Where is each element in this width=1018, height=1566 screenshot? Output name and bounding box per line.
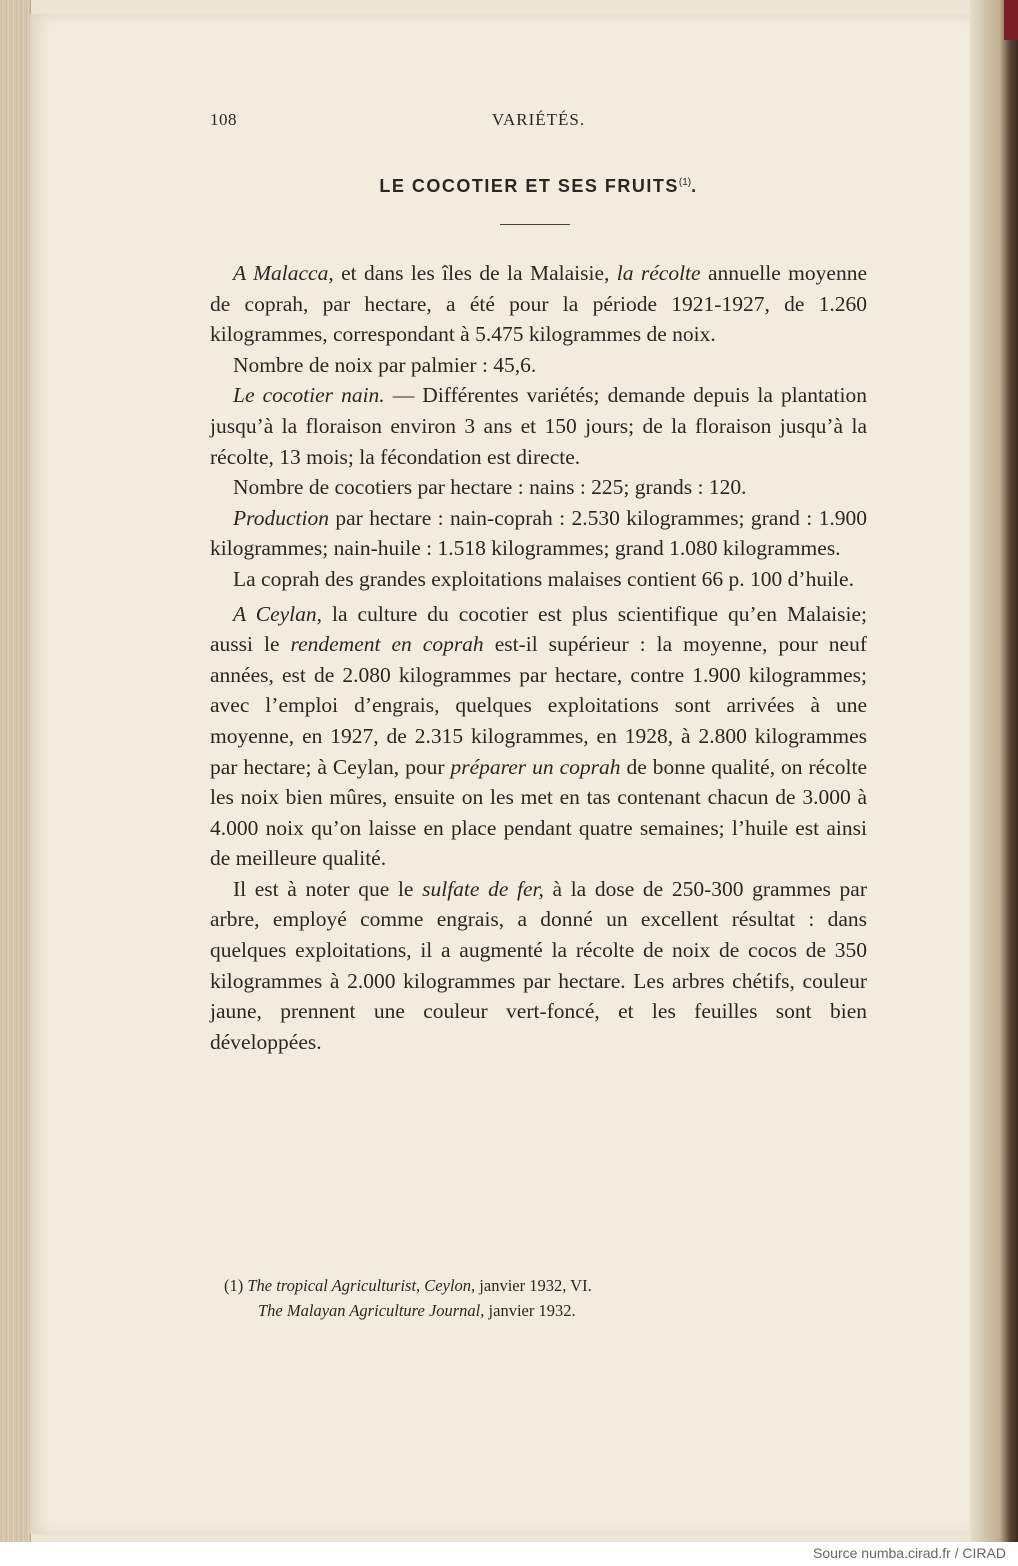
footnote-1 — [224, 1273, 864, 1298]
text-run: à la dose de 250-300 grammes par arbre, employé comme engrais, a donné un excellent résultat : dans quelques exploitations, il a augmenté la récolte de noix de cocos de 350 kilogrammes à 2.000 kilogrammes par hectare. Les arbres chétifs, couleur jaune, prennent une couleur vert-foncé, et les feuilles sont bien développées. — [210, 876, 868, 1054]
article-title-end: . — [691, 176, 698, 196]
text-run: la culture du cocotier est plus scientifique qu’en Malaisie; aussi le — [210, 601, 867, 657]
text-run: de bonne qualité, on récolte les noix bien mûres, ensuite on les met en tas contenant chacun de 3.000 à 4.000 noix qu’on laisse en place pendant quatre semaines; l’huile est ainsi de meilleure qualité. — [210, 754, 867, 871]
book-spine — [970, 0, 1018, 1542]
text-run: par hectare : nain-coprah : 2.530 kilogrammes; grand : 1.900 kilogrammes; nain-huile : 1.518 kilogrammes; grand 1.080 kilogrammes. — [210, 505, 867, 561]
emphasis: la récolte — [616, 261, 701, 285]
article-title — [210, 176, 867, 197]
text-run: janvier 1932, VI. — [475, 1276, 592, 1295]
emphasis: The tropical Agriculturist, Ceylon, — [247, 1276, 476, 1295]
text-run: — Différentes variétés; demande depuis la plantation jusqu’à la floraison environ 3 ans et 150 jours; de la floraison jusqu’à la récolte, 13 mois; la fécondation est directe. — [210, 383, 867, 469]
binding-ribbon — [1004, 0, 1018, 40]
emphasis: Le cocotier nain. — [233, 383, 385, 408]
body-text — [210, 258, 867, 1057]
paragraph-noix — [210, 350, 867, 381]
emphasis: préparer un coprah — [450, 754, 621, 779]
running-title: VARIÉTÉS. — [491, 110, 586, 129]
paragraph-coprah-huile — [210, 564, 867, 595]
article-title-text: LE COCOTIER ET SES FRUITS — [379, 176, 679, 196]
text-run: est-il supérieur : la moyenne, pour neuf années, est de 2.080 kilogrammes par hectare, contre 1.900 kilogrammes; avec l’emploi d’engrais, quelques exploitations sont arrivées à une moyenne, en 1927, de 2.315 kilogrammes, en 1928, à 2.800 kilogrammes par hectare; à Ceylan, pour — [210, 632, 867, 779]
source-credit: Source numba.cirad.fr / CIRAD — [813, 1545, 1006, 1561]
emphasis: rendement en coprah — [290, 632, 484, 657]
text-run: et dans les îles de la Malaisie, — [333, 261, 617, 285]
footnote-reference: (1) — [678, 177, 692, 188]
text-run: Nombre de cocotiers par hectare : nains : 225; grands : 120. — [233, 475, 747, 500]
emphasis: A Ceylan, — [233, 601, 323, 626]
emphasis: sulfate de fer, — [422, 876, 544, 901]
text-run: La coprah des grandes exploitations malaises contient 66 p. 100 d’huile. — [233, 566, 854, 591]
footnote-mark: (1) — [224, 1276, 244, 1295]
title-rule — [500, 224, 570, 225]
footnotes — [224, 1273, 864, 1323]
page-number: 108 — [210, 110, 237, 129]
text-run: Il est à noter que le — [233, 876, 423, 901]
paragraph-production — [210, 503, 867, 564]
text-run: annuelle moyenne de coprah, par hectare, a été pour la période 1921-1927, de 1.260 kilogrammes, correspondant à 5.475 kilogrammes de noix. — [210, 261, 867, 347]
text-run: janvier 1932. — [484, 1301, 576, 1320]
book-page-edges — [0, 0, 31, 1542]
emphasis: A Malacca, — [233, 261, 334, 285]
paragraph-ceylan — [210, 599, 867, 874]
running-head — [210, 110, 867, 134]
emphasis: The Malayan Agriculture Journal, — [258, 1301, 485, 1320]
paragraph-cocotier-nain — [210, 380, 867, 472]
text-run: Nombre de noix par palmier : 45,6. — [233, 352, 537, 377]
paragraph-sulfate — [210, 874, 867, 1058]
paragraph-nombre-cocotiers — [210, 472, 867, 503]
paragraph-malacca — [210, 258, 867, 350]
emphasis: Production — [233, 505, 329, 530]
footnote-1-continued — [224, 1298, 864, 1323]
